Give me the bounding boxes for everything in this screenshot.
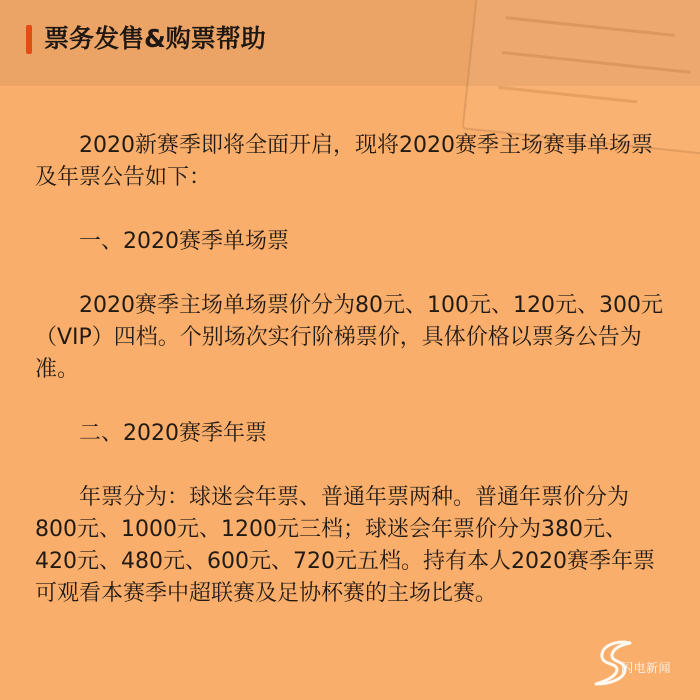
title-accent-bar: [26, 25, 32, 54]
watermark-text: 闪电新闻: [621, 661, 672, 675]
announcement-body: [35, 130, 667, 610]
paper-line: [505, 16, 674, 37]
intro-paragraph: 2020新赛季即将全面开启，现将2020赛季主场赛事单场票及年票公告如下：: [35, 133, 653, 190]
watermark-logo: [594, 638, 694, 688]
section-heading-single-ticket: 一、2020赛季单场票: [79, 229, 289, 254]
header-band: [0, 0, 700, 86]
section-heading-season-ticket: 二、2020赛季年票: [79, 421, 267, 446]
page-title: 票务发售&购票帮助: [44, 24, 266, 53]
paper-line: [498, 86, 638, 104]
season-ticket-paragraph: 年票分为：球迷会年票、普通年票两种。普通年票价分为800元、1000元、1200元三档；球迷会年票价分为380元、420元、480元、600元、720元五档。持有本人2020赛季年票可观看本赛季中超联赛及足协杯赛的主场比赛。: [35, 485, 655, 606]
paper-line: [502, 51, 691, 74]
single-ticket-paragraph: 2020赛季主场单场票价分为80元、100元、120元、300元（VIP）四档。个别场次实行阶梯票价，具体价格以票务公告为准。: [35, 293, 663, 382]
